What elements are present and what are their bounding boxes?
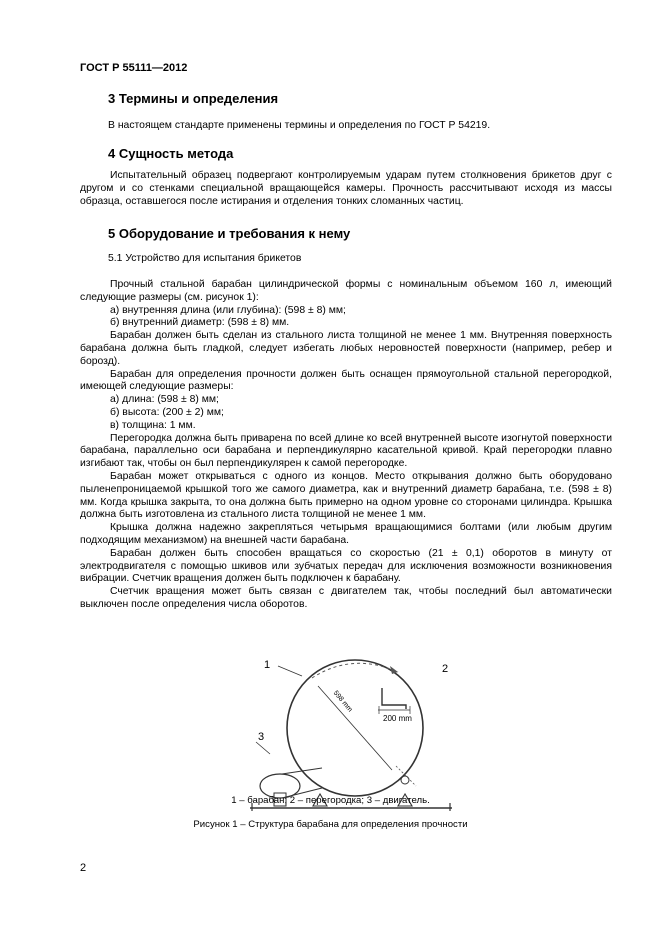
paragraph: Барабан может открываться с одного из концов. Место открывания должно быть оборудовано пыленепроницаемой крышкой того же самого диаметра, как и внутренний диаметр барабана, т.е. (598 ± 8) мм. Когда крышка закрыта, то она должна быть примерно на одном уровне со сторонами цилиндра. Крышка должна быть изготовлена из стального листа толщиной не менее 1 мм. bbox=[80, 470, 612, 521]
paragraph: Перегородка должна быть приварена по всей длине ко всей внутренней высоте изогнутой поверхности барабана, параллельно оси барабана и перпендикулярно касательной кривой. Край перегородки плавно изгибают так, чтобы он был перпендикулярен к самой перегородке. bbox=[80, 432, 612, 470]
dim-height-text: 200 mm bbox=[383, 714, 412, 723]
section-4-text: Испытательный образец подвергают контролируемым ударам путем столкновения брикетов друг с другом и со стенками специальной вращающейся камеры. Прочность рассчитывают исходя из массы образца, оставшегося после истирания и отделения тонких сломанных частиц. bbox=[80, 170, 612, 207]
figure-caption: Рисунок 1 – Структура барабана для определения прочности bbox=[193, 819, 468, 830]
belt bbox=[282, 768, 322, 774]
paragraph: Барабан для определения прочности должен быть оснащен прямоугольной стальной перегородкой, имеющей следующие размеры: bbox=[80, 368, 612, 393]
list-item: б) внутренний диаметр: (598 ± 8) мм. bbox=[110, 317, 290, 329]
figure-legend: 1 – барабан; 2 – перегородка; 3 – двигатель. bbox=[231, 795, 430, 806]
diameter-dimension bbox=[318, 686, 392, 770]
list-item: а) длина: (598 ± 8) мм; bbox=[110, 394, 219, 406]
standard-header: ГОСТ Р 55111—2012 bbox=[80, 62, 188, 74]
paragraph: Крышка должна надежно закрепляться четырьмя вращающимися болтами (или любым другим подходящим механизмом) на внешней части барабана. bbox=[80, 522, 612, 546]
paragraph: Барабан должен быть способен вращаться со скоростью (21 ± 0,1) оборотов в минуту от электродвигателя с помощью шкивов или зубчатых передач для исключения возможности возникновения вибрации. Счетчик вращения должен быть подключен к барабану. bbox=[80, 547, 612, 585]
section-3-text: В настоящем стандарте применены термины и определения по ГОСТ Р 54219. bbox=[108, 120, 491, 131]
paragraph: Барабан должен быть сделан из стального листа толщиной не менее 1 мм. Внутренняя поверхность барабана должна быть гладкой, следует избегать любых неровностей поверхности (например, ребер и борозд). bbox=[80, 330, 612, 367]
list-item: а) внутренняя длина (или глубина): (598 ± 8) мм; bbox=[110, 304, 346, 316]
label-2: 2 bbox=[442, 663, 449, 675]
section-5-body bbox=[80, 279, 612, 612]
list-item: б) высота: (200 ± 2) мм; bbox=[110, 406, 224, 418]
paragraph: Счетчик вращения может быть связан с двигателем так, чтобы последний был автоматически выключен после определения числа оборотов. bbox=[80, 586, 612, 610]
section-5-title: 5 Оборудование и требования к нему bbox=[108, 226, 351, 241]
baffle bbox=[382, 688, 406, 709]
section-4-title: 4 Сущность метода bbox=[108, 146, 234, 161]
page-number: 2 bbox=[80, 862, 87, 874]
dim-diameter-text: 598 mm bbox=[331, 689, 354, 714]
paragraph: Прочный стальной барабан цилиндрической формы с номинальным объемом 160 л, имеющий следующие размеры (см. рисунок 1): bbox=[80, 279, 612, 303]
label-1: 1 bbox=[264, 659, 271, 671]
list-item: в) толщина: 1 мм. bbox=[110, 419, 196, 431]
label-3: 3 bbox=[258, 731, 265, 743]
section-3-title: 3 Термины и определения bbox=[108, 91, 279, 106]
drum-figure bbox=[230, 658, 460, 818]
rotation-arrow bbox=[312, 663, 398, 678]
subsection-5-1: 5.1 Устройство для испытания брикетов bbox=[108, 253, 302, 264]
